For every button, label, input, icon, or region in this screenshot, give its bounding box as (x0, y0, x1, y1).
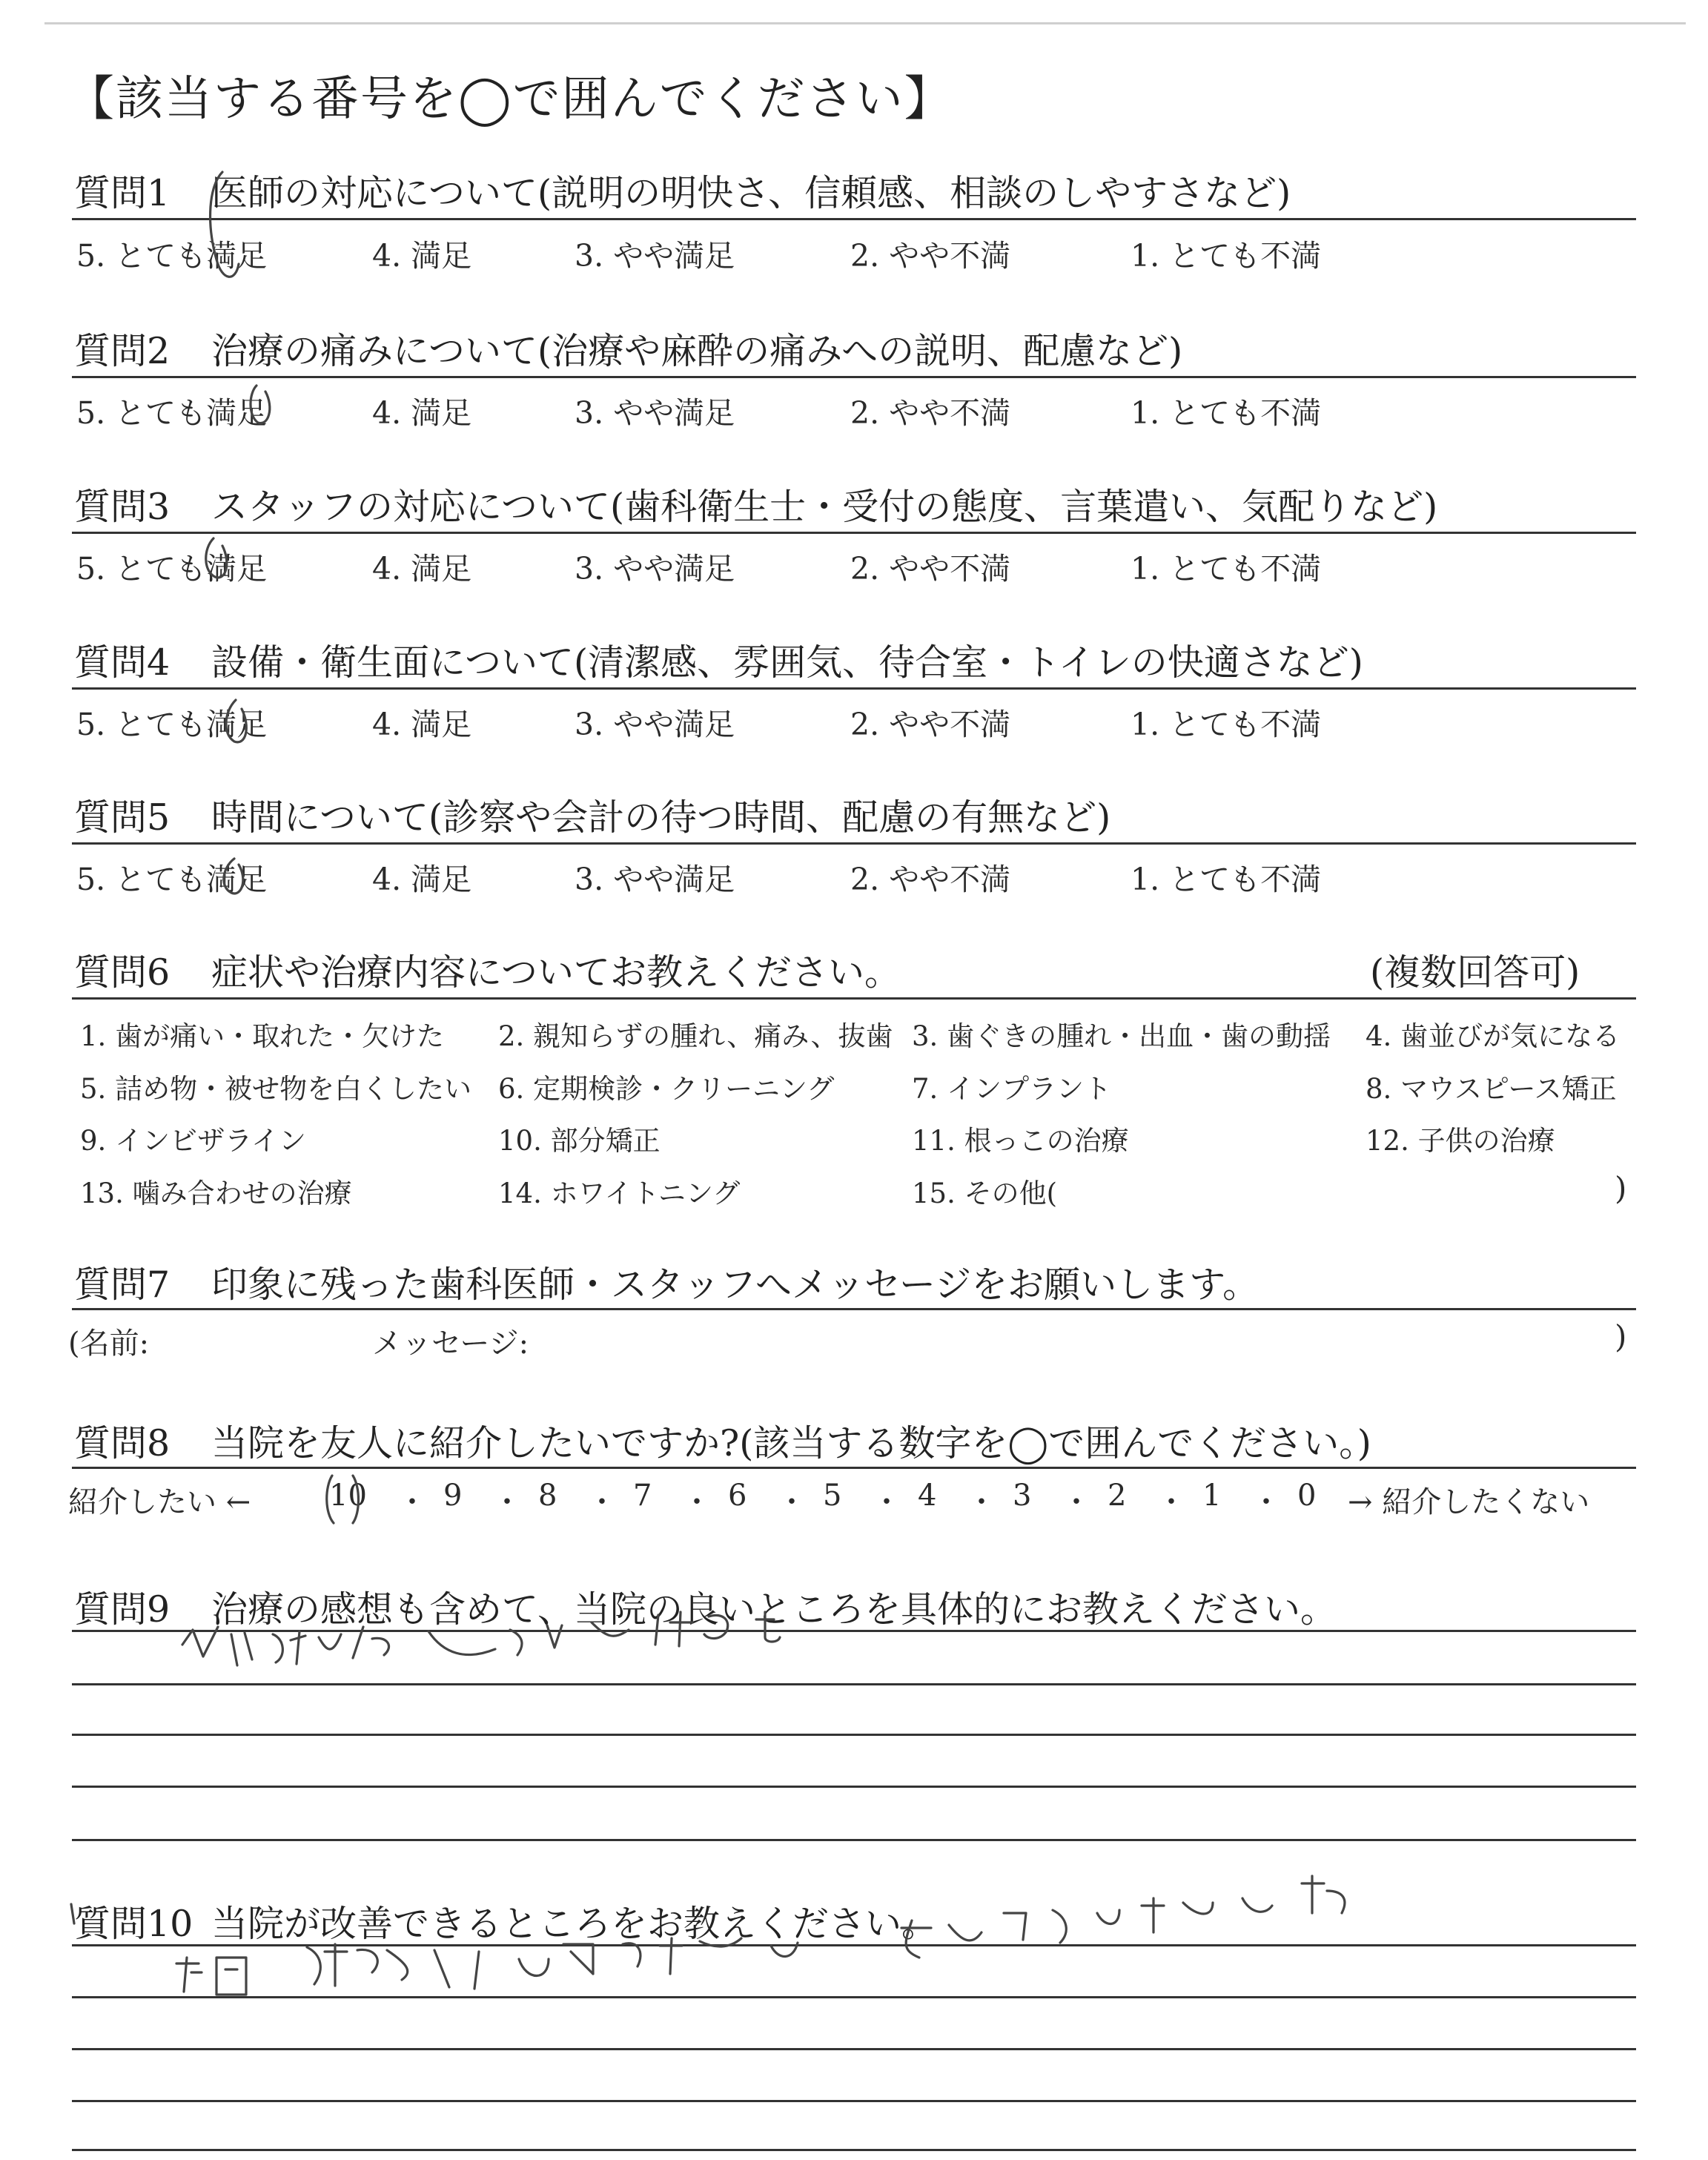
q9-line-3 (72, 1734, 1636, 1736)
q3-option-5[interactable]: 5. とても満足 (76, 551, 268, 587)
question-5-title: 質問5 時間について(診察や会計の待つ時間、配慮の有無など) (74, 796, 1111, 839)
q8-score-1[interactable]: 1 (1202, 1479, 1222, 1513)
question-7-title: 質問7 印象に残った歯科医師・スタッフへメッセージをお願いします。 (74, 1264, 1260, 1306)
q8-dot: ・ (1156, 1485, 1186, 1519)
q10-line-3 (72, 2048, 1636, 2050)
question-6-multiple-note: (複数回答可) (1370, 951, 1580, 994)
q10-line-2 (72, 1996, 1636, 1998)
q6-option-3[interactable]: 3. 歯ぐきの腫れ・出血・歯の動揺 (912, 1020, 1331, 1052)
q2-option-3[interactable]: 3. やや満足 (575, 395, 735, 431)
q1-option-3[interactable]: 3. やや満足 (575, 238, 735, 274)
question-2-title: 質問2 治療の痛みについて(治療や麻酔の痛みへの説明、配慮など) (74, 330, 1183, 372)
q3-option-1[interactable]: 1. とても不満 (1131, 551, 1322, 587)
q6-option-11[interactable]: 11. 根っこの治療 (912, 1125, 1129, 1157)
q8-score-5[interactable]: 5 (823, 1479, 842, 1513)
q3-option-4[interactable]: 4. 満足 (372, 551, 472, 587)
question-4-title: 質問4 設備・衛生面について(清潔感、雰囲気、待合室・トイレの快適さなど) (74, 641, 1363, 684)
q4-option-1[interactable]: 1. とても不満 (1131, 707, 1322, 742)
q8-dot: ・ (1251, 1485, 1281, 1519)
q6-option-13[interactable]: 13. 噛み合わせの治療 (80, 1178, 352, 1209)
question-10-title: 質問10 当院が改善できるところをお教えください。 (74, 1903, 939, 1945)
q8-dot: ・ (872, 1485, 901, 1519)
q6-option-8[interactable]: 8. マウスピース矯正 (1366, 1073, 1617, 1105)
q6-other-close-paren: ) (1615, 1170, 1627, 1206)
q2-option-1[interactable]: 1. とても不満 (1131, 395, 1322, 431)
question-2-rule (72, 376, 1636, 378)
q1-option-5[interactable]: 5. とても満足 (76, 238, 268, 274)
q4-option-3[interactable]: 3. やや満足 (575, 707, 735, 742)
q3-option-2[interactable]: 2. やや不満 (850, 551, 1011, 587)
q4-option-2[interactable]: 2. やや不満 (850, 707, 1011, 742)
q10-line-5 (72, 2149, 1636, 2151)
q6-option-9[interactable]: 9. インビザライン (80, 1125, 306, 1157)
q1-option-1[interactable]: 1. とても不満 (1131, 238, 1322, 274)
q8-score-7[interactable]: 7 (633, 1479, 652, 1513)
q7-close-paren: ) (1615, 1318, 1627, 1355)
q8-recommend-label: 紹介したい ← (68, 1485, 251, 1519)
q2-option-4[interactable]: 4. 満足 (372, 395, 472, 431)
question-3-title: 質問3 スタッフの対応について(歯科衛生士・受付の態度、言葉遣い、気配りなど) (74, 486, 1438, 528)
q2-option-2[interactable]: 2. やや不満 (850, 395, 1011, 431)
form-instructions: 【該当する番号を◯で囲んでください】 (67, 72, 953, 127)
q9-line-2 (72, 1683, 1636, 1685)
question-9-title: 質問9 治療の感想も含めて、当院の良いところを具体的にお教えください。 (74, 1588, 1337, 1631)
q10-line-1 (72, 1944, 1636, 1946)
q5-option-2[interactable]: 2. やや不満 (850, 862, 1011, 897)
q6-option-12[interactable]: 12. 子供の治療 (1366, 1125, 1555, 1157)
q8-score-10[interactable]: 10 (329, 1479, 367, 1513)
q4-option-4[interactable]: 4. 満足 (372, 707, 472, 742)
q5-option-3[interactable]: 3. やや満足 (575, 862, 735, 897)
question-3-rule (72, 532, 1636, 534)
q8-dot: ・ (777, 1485, 807, 1519)
q6-option-5[interactable]: 5. 詰め物・被せ物を白くしたい (80, 1073, 472, 1105)
q7-name-label: (名前: (68, 1327, 150, 1361)
q6-option-15[interactable]: 15. その他( (912, 1178, 1058, 1209)
q8-score-8[interactable]: 8 (538, 1479, 557, 1513)
q6-option-14[interactable]: 14. ホワイトニング (498, 1178, 741, 1209)
q4-option-5[interactable]: 5. とても満足 (76, 707, 268, 742)
q7-message-label: メッセージ: (372, 1327, 529, 1361)
q5-option-4[interactable]: 4. 満足 (372, 862, 472, 897)
question-1-title: 質問1 医師の対応について(説明の明快さ、信頼感、相談のしやすさなど) (74, 172, 1291, 214)
question-5-rule (72, 842, 1636, 845)
q6-option-6[interactable]: 6. 定期検診・クリーニング (498, 1073, 835, 1105)
q6-option-1[interactable]: 1. 歯が痛い・取れた・欠けた (80, 1020, 445, 1052)
q6-option-4[interactable]: 4. 歯並びが気になる (1366, 1020, 1621, 1052)
question-4-rule (72, 687, 1636, 690)
question-6-rule (72, 997, 1636, 1000)
q10-line-4 (72, 2100, 1636, 2102)
q8-dot: ・ (492, 1485, 522, 1519)
q6-option-2[interactable]: 2. 親知らずの腫れ、痛み、抜歯 (498, 1020, 893, 1052)
q5-option-1[interactable]: 1. とても不満 (1131, 862, 1322, 897)
q3-option-3[interactable]: 3. やや満足 (575, 551, 735, 587)
q8-dot: ・ (587, 1485, 617, 1519)
q8-score-4[interactable]: 4 (918, 1479, 937, 1513)
q8-dot: ・ (397, 1485, 427, 1519)
q8-score-2[interactable]: 2 (1108, 1479, 1127, 1513)
q9-line-1 (72, 1630, 1636, 1632)
question-1-rule (72, 218, 1636, 220)
q8-score-9[interactable]: 9 (443, 1479, 463, 1513)
q8-score-3[interactable]: 3 (1013, 1479, 1032, 1513)
question-8-rule (72, 1467, 1636, 1469)
top-border (44, 22, 1686, 24)
question-6-title: 質問6 症状や治療内容についてお教えください。 (74, 951, 901, 994)
q8-dot: ・ (1062, 1485, 1091, 1519)
q8-dot: ・ (967, 1485, 996, 1519)
question-8-title: 質問8 当院を友人に紹介したいですか?(該当する数字を◯で囲んでください。) (74, 1422, 1371, 1464)
q8-dot: ・ (682, 1485, 712, 1519)
q8-score-6[interactable]: 6 (728, 1479, 747, 1513)
q1-option-2[interactable]: 2. やや不満 (850, 238, 1011, 274)
question-7-rule (72, 1308, 1636, 1310)
q1-option-4[interactable]: 4. 満足 (372, 238, 472, 274)
q9-line-4 (72, 1786, 1636, 1788)
q5-option-5[interactable]: 5. とても満足 (76, 862, 268, 897)
q8-not-recommend-label: → 紹介したくない (1348, 1485, 1590, 1519)
q6-option-10[interactable]: 10. 部分矯正 (498, 1125, 661, 1157)
q8-score-0[interactable]: 0 (1297, 1479, 1317, 1513)
q9-line-5 (72, 1839, 1636, 1841)
q2-option-5[interactable]: 5. とても満足 (76, 395, 268, 431)
q6-option-7[interactable]: 7. インプラント (912, 1073, 1112, 1105)
